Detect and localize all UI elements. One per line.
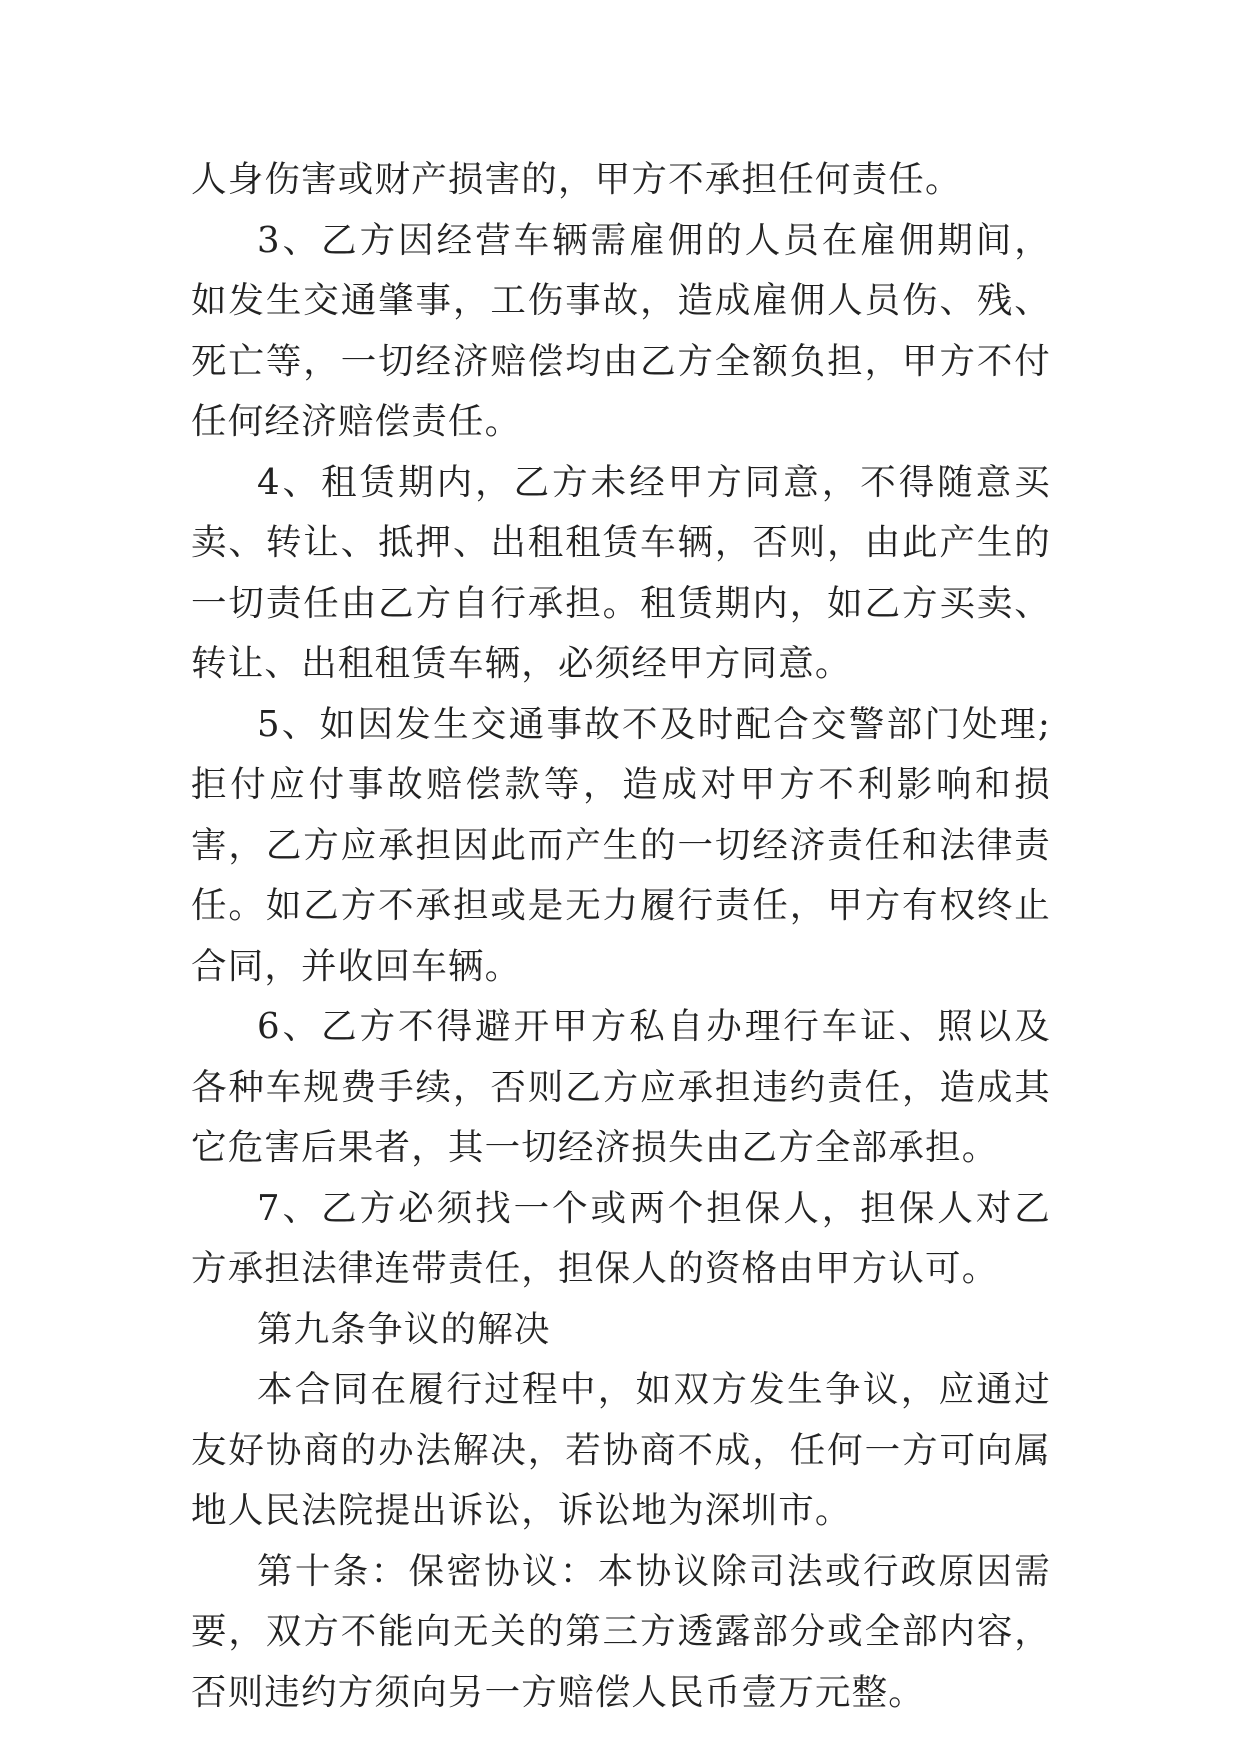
clause-6-paragraph: 6、乙方不得避开甲方私自办理行车证、照以及各种车规费手续，否则乙方应承担违约责任，造成其它危害后果者，其一切经济损失由乙方全部承担。	[191, 1006, 1051, 1168]
clause-4-paragraph: 4、租赁期内，乙方未经甲方同意，不得随意买卖、转让、抵押、出租租赁车辆，否则，由此产生的一切责任由乙方自行承担。租赁期内，如乙方买卖、转让、出租租赁车辆，必须经甲方同意。	[191, 461, 1051, 684]
clause-3-paragraph: 3、乙方因经营车辆需雇佣的人员在雇佣期间，如发生交通肇事，工伤事故，造成雇佣人员伤、残、死亡等，一切经济赔偿均由乙方全额负担，甲方不付任何经济赔偿责任。	[191, 219, 1051, 442]
document-body	[191, 150, 1051, 1723]
article-9-paragraph: 本合同在履行过程中，如双方发生争议，应通过友好协商的办法解决，若协商不成，任何一方可向属地人民法院提出诉讼，诉讼地为深圳市。	[191, 1369, 1051, 1531]
clause-5-paragraph: 5、如因发生交通事故不及时配合交警部门处理;拒付应付事故赔偿款等，造成对甲方不利影响和损害，乙方应承担因此而产生的一切经济责任和法律责任。如乙方不承担或是无力履行责任，甲方有权终止合同，并收回车辆。	[191, 703, 1051, 987]
paragraph-continuation: 人身伤害或财产损害的，甲方不承担任何责任。	[191, 159, 962, 200]
article-9-heading: 第九条争议的解决	[257, 1308, 551, 1350]
clause-7-paragraph: 7、乙方必须找一个或两个担保人，担保人对乙方承担法律连带责任，担保人的资格由甲方认可。	[191, 1187, 1051, 1289]
article-10-paragraph: 第十条：保密协议：本协议除司法或行政原因需要，双方不能向无关的第三方透露部分或全部内容，否则违约方须向另一方赔偿人民币壹万元整。	[191, 1550, 1051, 1713]
